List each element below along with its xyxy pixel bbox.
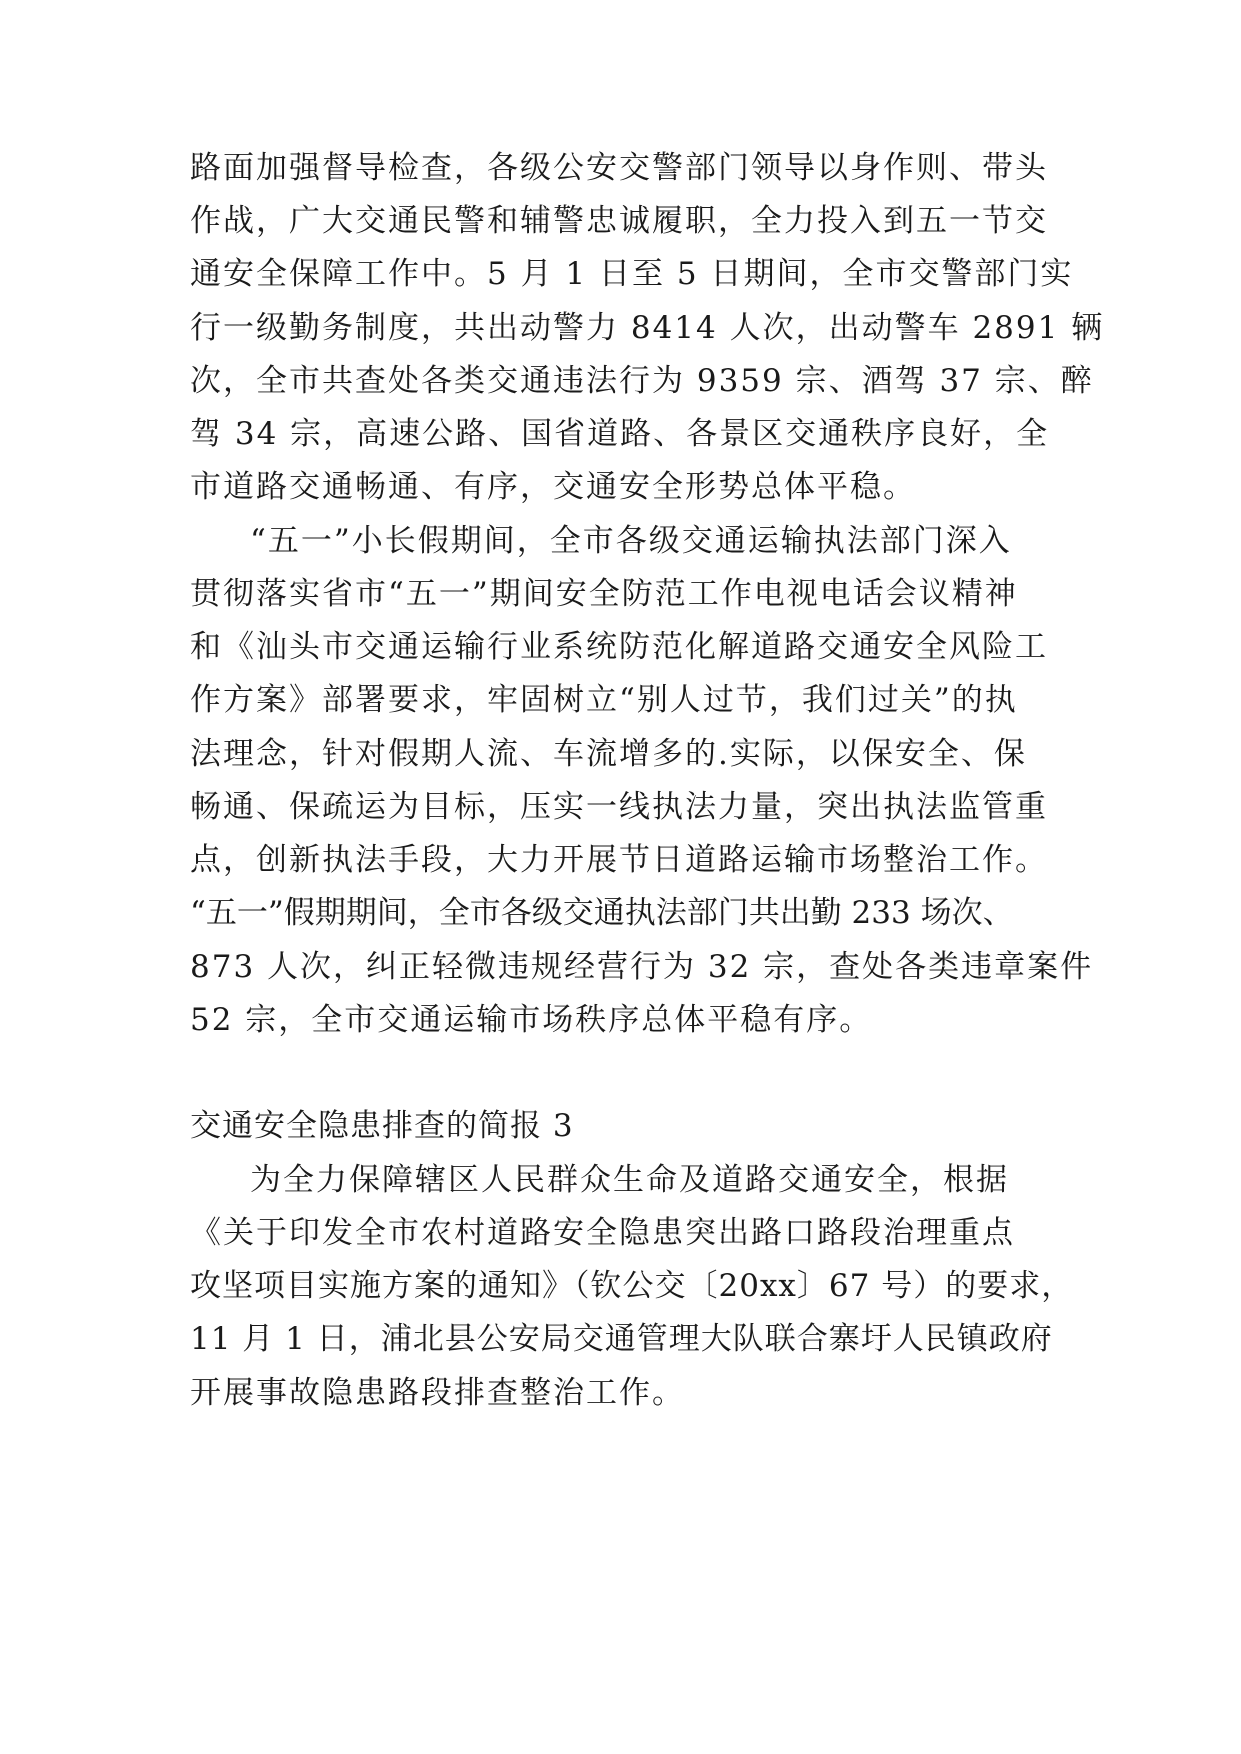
paragraph-1-line-4: 行一级勤务制度，共出动警力 8414 人次，出动警车 2891 辆 (190, 310, 1105, 346)
paragraph-1-line-7: 市道路交通畅通、有序，交通安全形势总体平稳。 (190, 469, 916, 505)
paragraph-3-line-1: 为全力保障辖区人民群众生命及道路交通安全，根据 (250, 1162, 1009, 1198)
paragraph-2-line-5: 法理念，针对假期人流、车流增多的.实际，以保安全、保 (190, 736, 1027, 772)
paragraph-1-line-2: 作战，广大交通民警和辅警忠诚履职，全力投入到五一节交 (190, 203, 1048, 239)
paragraph-2-line-2: 贯彻落实省市“五一”期间安全防范工作电视电话会议精神 (190, 576, 1018, 612)
paragraph-2-line-3: 和《汕头市交通运输行业系统防范化解道路交通安全风险工 (190, 629, 1048, 665)
paragraph-3-line-4: 11 月 1 日，浦北县公安局交通管理大队联合寨圩人民镇政府 (190, 1321, 1053, 1357)
paragraph-2-line-6: 畅通、保疏运为目标，压实一线执法力量，突出执法监管重 (190, 789, 1048, 825)
paragraph-2-line-9: 873 人次，纠正轻微违规经营行为 32 宗，查处各类违章案件 (190, 949, 1094, 985)
paragraph-2-line-4: 作方案》部署要求，牢固树立“别人过节，我们过关”的执 (190, 682, 1018, 718)
paragraph-3-line-3: 攻坚项目实施方案的通知》（钦公交〔20xx〕67 号）的要求， (190, 1268, 1074, 1304)
paragraph-1-line-5: 次，全市共查处各类交通违法行为 9359 宗、酒驾 37 宗、醉 (190, 363, 1094, 399)
paragraph-2-line-8: “五一”假期期间，全市各级交通执法部门共出勤 233 场次、 (190, 895, 1014, 931)
paragraph-2-line-7: 点，创新执法手段，大力开展节日道路运输市场整治工作。 (190, 842, 1048, 878)
paragraph-1-line-3: 通安全保障工作中。5 月 1 日至 5 日期间，全市交警部门实 (190, 256, 1074, 292)
paragraph-2-line-10: 52 宗，全市交通运输市场秩序总体平稳有序。 (190, 1002, 873, 1038)
paragraph-1-line-1: 路面加强督导检查，各级公安交警部门领导以身作则、带头 (190, 150, 1048, 186)
section-heading: 交通安全隐患排查的简报 3 (190, 1108, 574, 1144)
paragraph-1-line-6: 驾 34 宗，高速公路、国省道路、各景区交通秩序良好，全 (190, 416, 1050, 452)
paragraph-3-line-5: 开展事故隐患路段排查整治工作。 (190, 1375, 685, 1411)
paragraph-2-line-1: “五一”小长假期间，全市各级交通运输执法部门深入 (250, 523, 1012, 559)
paragraph-3-line-2: 《关于印发全市农村道路安全隐患突出路口路段治理重点 (190, 1215, 1015, 1251)
